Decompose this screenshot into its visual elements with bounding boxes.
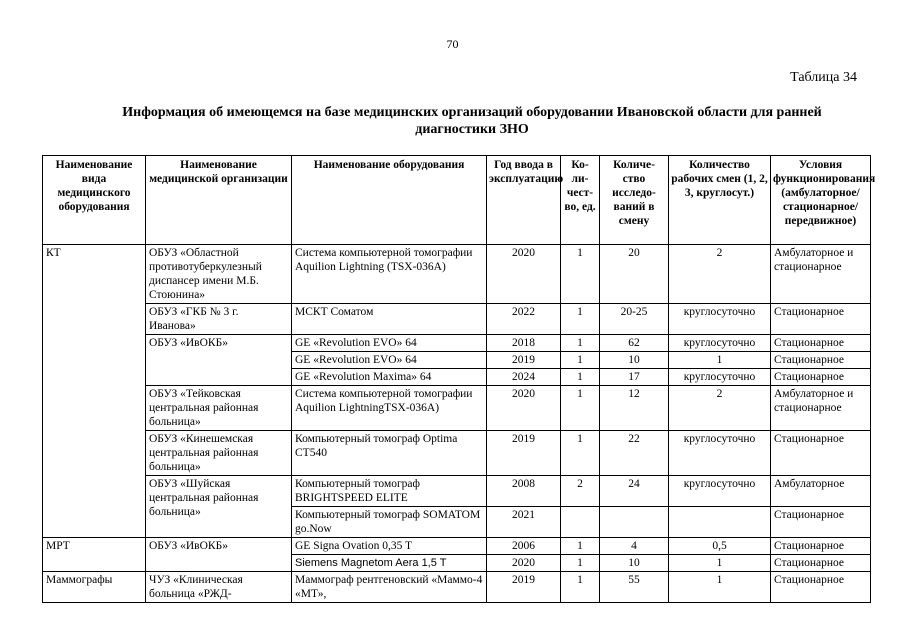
table-row (43, 335, 871, 352)
quantity-cell: 1 (561, 555, 600, 572)
header-quantity: Ко-ли-чест-во, ед. (561, 156, 600, 245)
year-cell: 2006 (487, 538, 561, 555)
studies-cell: 20 (600, 245, 669, 304)
quantity-cell: 1 (561, 369, 600, 386)
organization-cell: ОБУЗ «Тейковская центральная районная больница» (146, 386, 292, 431)
conditions-cell: Стационарное (771, 431, 871, 476)
equipment-cell: GE «Revolution EVO» 64 (292, 352, 487, 369)
title-line-1: Информация об имеющемся на базе медицинских организаций оборудовании Ивановской области для ранней (122, 105, 822, 120)
header-organization: Наименование медицинской организации (146, 156, 292, 245)
conditions-cell: Амбулаторное и стационарное (771, 245, 871, 304)
quantity-cell: 1 (561, 386, 600, 431)
page-number: 70 (446, 37, 459, 51)
conditions-cell: Стационарное (771, 304, 871, 335)
studies-cell: 10 (600, 352, 669, 369)
quantity-cell: 1 (561, 352, 600, 369)
equipment-type-cell: Маммографы (43, 572, 146, 603)
organization-cell: ОБУЗ «Областной противотуберкулезный диспансер имени М.Б. Стоюнина» (146, 245, 292, 304)
year-cell: 2024 (487, 369, 561, 386)
equipment-cell: GE «Revolution EVO» 64 (292, 335, 487, 352)
equipment-cell: GE «Revolution Maxima» 64 (292, 369, 487, 386)
quantity-cell: 1 (561, 431, 600, 476)
year-cell: 2020 (487, 245, 561, 304)
conditions-cell: Стационарное (771, 572, 871, 603)
conditions-cell: Стационарное (771, 335, 871, 352)
shifts-cell: круглосуточно (669, 431, 771, 476)
conditions-cell: Стационарное (771, 369, 871, 386)
quantity-cell: 1 (561, 304, 600, 335)
conditions-cell: Стационарное (771, 507, 871, 538)
studies-cell: 55 (600, 572, 669, 603)
quantity-cell (561, 507, 600, 538)
equipment-cell: Система компьютерной томографии Aquilion Lightning (TSX-036A) (292, 245, 487, 304)
equipment-cell: Компьютерный томограф SOMATOM go.Now (292, 507, 487, 538)
year-cell: 2008 (487, 476, 561, 507)
header-row (43, 156, 871, 245)
equipment-cell: Маммограф рентгеновский «Маммо-4 «МТ», (292, 572, 487, 603)
quantity-cell: 1 (561, 538, 600, 555)
title-line-2: диагностики ЗНО (415, 122, 529, 137)
table-row (43, 386, 871, 431)
studies-cell: 10 (600, 555, 669, 572)
shifts-cell: круглосуточно (669, 304, 771, 335)
header-studies-per-shift: Количе-ство исследо-ваний в смену (600, 156, 669, 245)
header-shifts: Количество рабочих смен (1, 2, 3, круглосут.) (669, 156, 771, 245)
equipment-cell: Компьютерный томограф Optima CT540 (292, 431, 487, 476)
studies-cell: 24 (600, 476, 669, 507)
studies-cell (600, 507, 669, 538)
equipment-cell: Компьютерный томограф BRIGHTSPEED ELITE (292, 476, 487, 507)
studies-cell: 12 (600, 386, 669, 431)
conditions-cell: Амбулаторное (771, 476, 871, 507)
shifts-cell (669, 507, 771, 538)
quantity-cell: 1 (561, 335, 600, 352)
organization-cell: ЧУЗ «Клиническая больница «РЖД- (146, 572, 292, 603)
table-row (43, 476, 871, 507)
year-cell: 2018 (487, 335, 561, 352)
shifts-cell: 1 (669, 572, 771, 603)
equipment-cell: GE Signa Ovation 0,35 T (292, 538, 487, 555)
organization-cell: ОБУЗ «ИвОКБ» (146, 538, 292, 572)
header-conditions: Условия функционирования (амбулаторное/ стационарное/ передвижное) (771, 156, 871, 245)
year-cell: 2020 (487, 386, 561, 431)
header-year: Год ввода в эксплуатацию (487, 156, 561, 245)
shifts-cell: 2 (669, 386, 771, 431)
shifts-cell: круглосуточно (669, 369, 771, 386)
conditions-cell: Стационарное (771, 538, 871, 555)
equipment-table (42, 155, 876, 603)
studies-cell: 22 (600, 431, 669, 476)
table-row (43, 431, 871, 476)
shifts-cell: 2 (669, 245, 771, 304)
quantity-cell: 1 (561, 572, 600, 603)
organization-cell: ОБУЗ «ГКБ № 3 г. Иванова» (146, 304, 292, 335)
equipment-cell: МСКТ Соматом (292, 304, 487, 335)
shifts-cell: 0,5 (669, 538, 771, 555)
equipment-cell: Siemens Magnetom Aera 1,5 T (292, 555, 487, 572)
conditions-cell: Стационарное (771, 352, 871, 369)
header-equipment-type: Наименование вида медицинского оборудования (43, 156, 146, 245)
quantity-cell: 1 (561, 245, 600, 304)
shifts-cell: 1 (669, 555, 771, 572)
equipment-type-cell: МРТ (43, 538, 146, 572)
table-label: Таблица 34 (790, 70, 857, 85)
studies-cell: 17 (600, 369, 669, 386)
year-cell: 2019 (487, 572, 561, 603)
year-cell: 2021 (487, 507, 561, 538)
shifts-cell: круглосуточно (669, 335, 771, 352)
year-cell: 2022 (487, 304, 561, 335)
conditions-cell: Амбулаторное и стационарное (771, 386, 871, 431)
header-equipment-name: Наименование оборудования (292, 156, 487, 245)
table-row (43, 304, 871, 335)
conditions-cell: Стационарное (771, 555, 871, 572)
year-cell: 2019 (487, 431, 561, 476)
equipment-type-cell: КТ (43, 245, 146, 538)
year-cell: 2019 (487, 352, 561, 369)
studies-cell: 4 (600, 538, 669, 555)
table-row (43, 245, 871, 304)
organization-cell: ОБУЗ «ИвОКБ» (146, 335, 292, 386)
organization-cell: ОБУЗ «Кинешемская центральная районная больница» (146, 431, 292, 476)
equipment-cell: Система компьютерной томографии Aquilion LightningTSX-036A) (292, 386, 487, 431)
year-cell: 2020 (487, 555, 561, 572)
shifts-cell: круглосуточно (669, 476, 771, 507)
shifts-cell: 1 (669, 352, 771, 369)
table-row (43, 572, 871, 603)
table-row (43, 538, 871, 555)
studies-cell: 62 (600, 335, 669, 352)
quantity-cell: 2 (561, 476, 600, 507)
organization-cell: ОБУЗ «Шуйская центральная районная больница» (146, 476, 292, 538)
table-title (62, 104, 882, 138)
studies-cell: 20-25 (600, 304, 669, 335)
